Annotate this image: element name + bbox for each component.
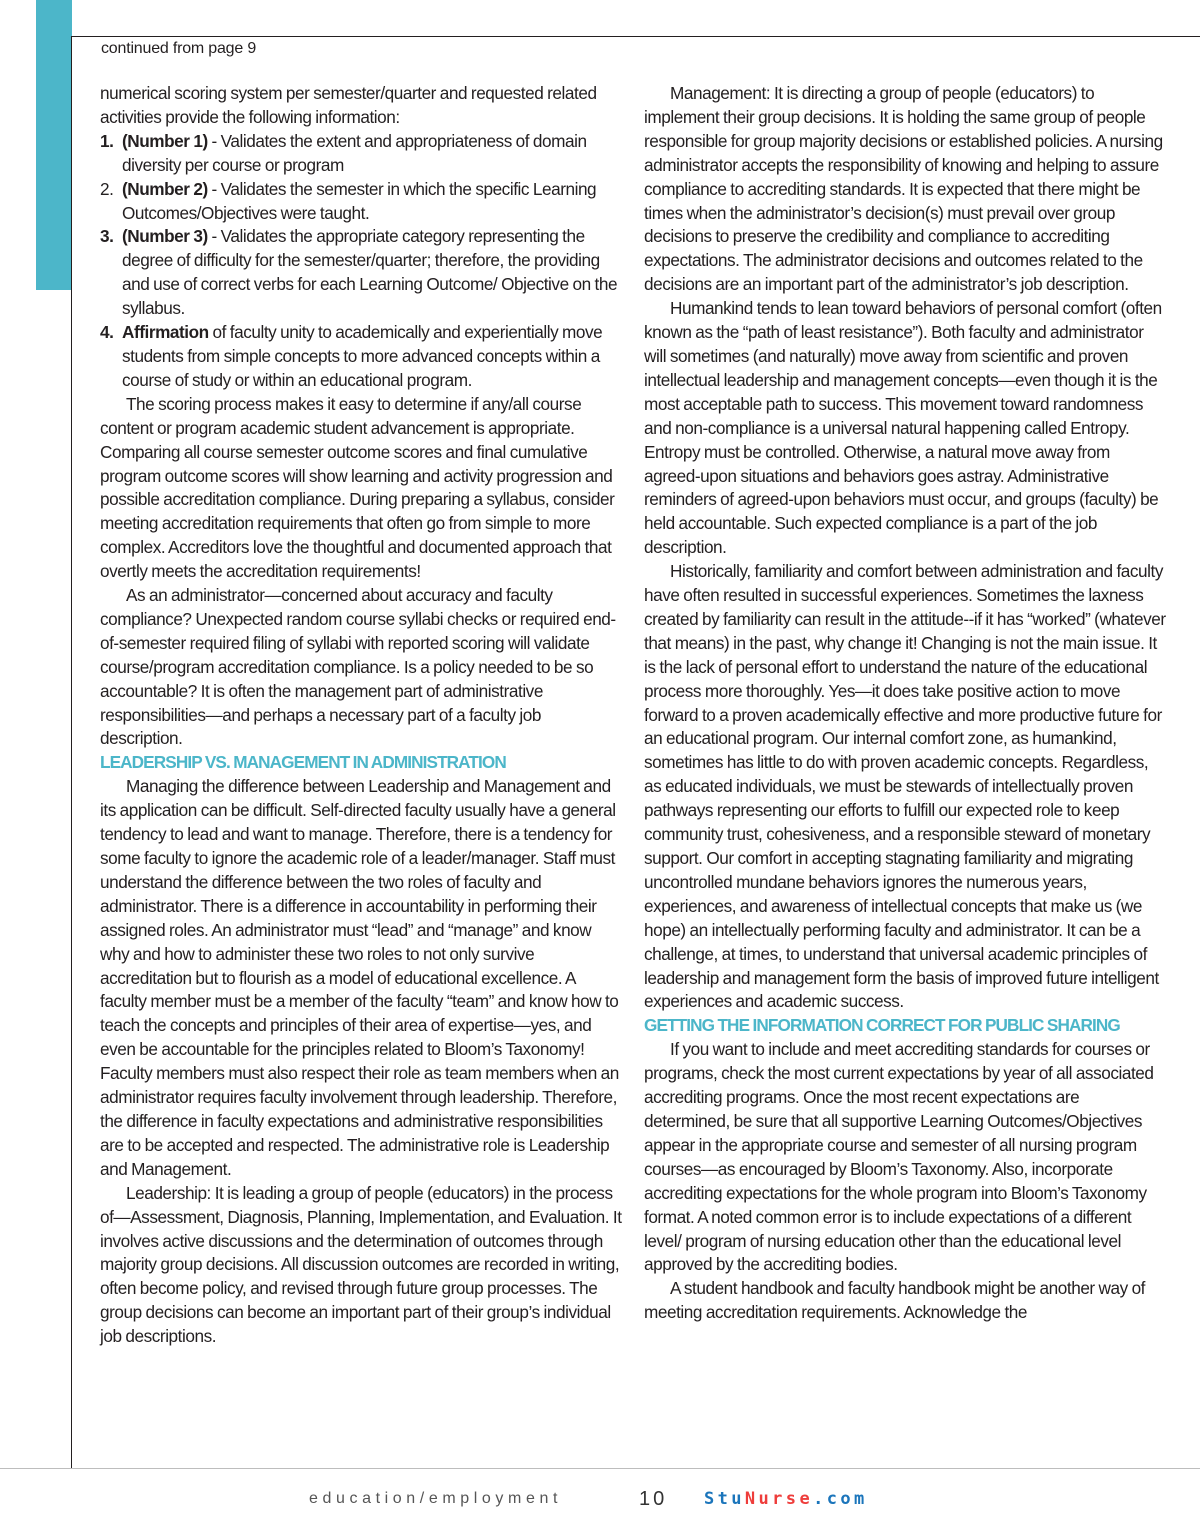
list-item	[100, 321, 622, 393]
body-paragraph: Leadership: It is leading a group of people (educators) in the process of—Assessment, Diagnosis, Planning, Implementation, and Evaluation. It involves active discussions and the determination of outcomes through majority group decisions. All discussion outcomes are recorded in writing, often become policy, and revised through future group processes. The group decisions can become an important part of their group’s individual job descriptions.	[100, 1182, 622, 1347]
body-paragraph: Managing the difference between Leadership and Management and its application can be difficult. Self-directed faculty usually have a general tendency to lead and want to manage. Therefore, there is a tendency for some faculty to ignore the academic role of a leader/manager. Staff must understand the difference between the two roles of faculty and administrator. There is a difference in accountability in performing their assigned roles. An administrator must “lead” and “manage” and know why and how to administer these two roles to not only survive accreditation but to flourish as a model of educational excellence. A faculty member must be a member of the faculty “team” and know how to teach the concepts and principles of their area of expertise—yes, and even be accountable for the principles related to Bloom’s Taxonomy! Faculty members must also respect their role as team members when an administrator requires faculty involvement through leadership. Therefore, the difference in faculty expectations and administrative responsibilities are to be accepted and respected. The administrative role is Leadership and Management.	[100, 776, 619, 1179]
list-lead: (Number 3)	[122, 226, 208, 247]
page-number: 10	[639, 1488, 668, 1510]
left-column	[100, 82, 622, 1349]
body-paragraph: If you want to include and meet accrediting standards for courses or programs, check the most current expectations by year of all associated accrediting programs. Once the most recent expectations are determined, be sure that all supportive Learning Outcomes/Objectives appear in the appropriate course and semester of all nursing program courses—as encouraged by Bloom’s Taxonomy. Also, incorporate accrediting expectations for the whole program into Bloom’s Taxonomy format. A noted common error is to include expectations of a different level/ program of nursing education other than the educational level approved by the accrediting bodies.	[644, 1039, 1154, 1275]
body-paragraph: Management: It is directing a group of people (educators) to implement their group decisions. It is holding the same group of people responsible for group majority decisions or established policies. A nursing administrator accepts the responsibility of knowing and helping to assure compliance to accrediting standards. It is expected that there might be times when the administrator’s decision(s) must prevail over group decisions to preserve the credibility and compliance to accrediting expectations. The administrator decisions and outcomes related to the decisions are an important part of the administrator’s job description.	[644, 83, 1163, 295]
left-rule	[71, 36, 72, 1468]
brand-stu: Stu	[704, 1489, 745, 1509]
list-text: - Validates the extent and appropriateness of domain diversity per course or program	[122, 130, 587, 175]
list-item	[100, 178, 622, 226]
page-footer	[0, 1488, 1200, 1516]
section-heading: GETTING THE INFORMATION CORRECT FOR PUBLIC SHARING	[644, 1015, 1120, 1036]
accent-bar	[36, 0, 72, 290]
body-paragraph: As an administrator—concerned about accuracy and faculty compliance? Unexpected random course syllabi checks or required end-of-semester required filing of syllabi with reported scoring will validate course/program accreditation compliance. Is a policy needed to be so accountable? It is often the management part of administrative responsibilities—and perhaps a necessary part of a faculty job description.	[100, 585, 616, 749]
list-lead: (Number 1)	[122, 130, 208, 151]
list-lead: Affirmation	[122, 322, 209, 343]
list-text: of faculty unity to academically and experientially move students from simple concepts to more advanced concepts within a course of study or within an educational program.	[122, 322, 603, 390]
list-number: 4.	[100, 322, 114, 343]
top-rule	[72, 36, 1200, 37]
list-item	[100, 225, 622, 321]
list-item	[100, 130, 622, 178]
brand-logo	[704, 1489, 868, 1509]
body-paragraph: A student handbook and faculty handbook might be another way of meeting accreditation requirements. Acknowledge the	[644, 1278, 1145, 1323]
footer-section-label: education/employment	[309, 1490, 562, 1507]
list-number: 3.	[100, 226, 114, 247]
list-text: - Validates the appropriate category representing the degree of difficulty for the semester/quarter; therefore, the providing and use of correct verbs for each Learning Outcome/ Objective on the syllabus.	[122, 226, 618, 319]
list-text: - Validates the semester in which the specific Learning Outcomes/Objectives were taught.	[122, 178, 597, 223]
body-paragraph: Humankind tends to lean toward behaviors of personal comfort (often known as the “path of least resistance”). Both faculty and administrator will sometimes (and naturally) move away from scientific and proven intellectual leadership and management concepts—even though it is the most acceptable path to success. This movement toward randomness and non-compliance is a universal natural happening called Entropy. Entropy must be controlled. Otherwise, a natural move away from agreed-upon situations and behaviors goes astray. Administrative reminders of agreed-upon behaviors must occur, and groups (faculty) be held accountable. Such expected compliance is a part of the job description.	[644, 298, 1162, 558]
list-lead: (Number 2)	[122, 178, 208, 199]
continued-note: continued from page 9	[101, 40, 257, 57]
list-number: 1.	[100, 130, 114, 151]
body-paragraph: Historically, familiarity and comfort between administration and faculty have often resulted in successful experiences. Sometimes the laxness created by familiarity can result in the attitude--if it has “worked” (whatever that means) in the past, why change it! Changing is not the main issue. It is the lack of personal effort to understand the nature of the educational process more thoroughly. Yes—it does take positive action to move forward to a proven academically effective and more productive future for an educational program. Our internal comfort zone, as humankind, sometimes has little to do with proven academic concepts. Regardless, as educated individuals, we must be stewards of intellectually proven pathways representing our efforts to fulfill our expected role to keep community trust, cohesiveness, and a responsible steward of monetary support. Our comfort in accepting stagnating familiarity and migrating uncontrolled mundane behaviors ignores the numerous years, experiences, and awareness of intellectual concepts that make us (we hope) an intellectually performing faculty and administrator. It can be a challenge, at times, to understand that universal academic principles of leadership and management form the basis of improved future intelligent experiences and academic success.	[644, 561, 1166, 1012]
right-column	[644, 82, 1168, 1325]
body-paragraph: The scoring process makes it easy to determine if any/all course content or program academic student advancement is appropriate. Comparing all course semester outcome scores and final cumulative program outcome scores will show learning and activity progression and possible accreditation compliance. During preparing a syllabus, consider meeting accreditation requirements that often go from simple to more complex. Accreditors love the thoughtful and documented approach that overtly meets the accreditation requirements!	[100, 393, 615, 582]
brand-nurse: Nurse	[744, 1489, 814, 1509]
footer-rule	[0, 1468, 1200, 1469]
list-number: 2.	[100, 178, 114, 199]
intro-paragraph: numerical scoring system per semester/quarter and requested related activities provide the following information:	[100, 83, 597, 127]
brand-domain: .com	[813, 1489, 868, 1509]
section-heading: LEADERSHIP VS. MANAGEMENT IN ADMINISTRATION	[100, 752, 506, 773]
